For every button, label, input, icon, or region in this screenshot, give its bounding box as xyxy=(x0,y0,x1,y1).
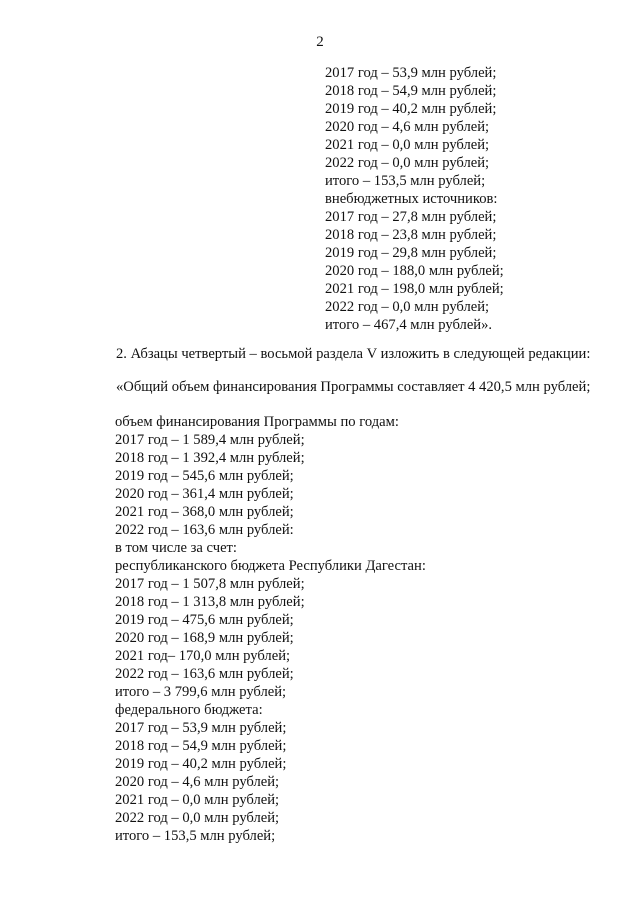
list-line: 2018 год – 1 313,8 млн рублей; xyxy=(115,594,305,610)
list-line: 2019 год – 545,6 млн рублей; xyxy=(115,468,294,484)
list-line: 2018 год – 1 392,4 млн рублей; xyxy=(115,450,305,466)
list-line: 2021 год – 0,0 млн рублей; xyxy=(325,137,490,153)
funding-list-continued xyxy=(325,64,504,334)
list-heading: республиканского бюджета Республики Дагестан: xyxy=(115,558,426,574)
list-line: 2019 год – 29,8 млн рублей; xyxy=(325,245,497,261)
funding-by-year-list xyxy=(115,413,426,845)
list-line: 2022 год – 0,0 млн рублей; xyxy=(325,299,490,315)
list-line: 2017 год – 1 507,8 млн рублей; xyxy=(115,576,305,592)
list-line: 2020 год – 188,0 млн рублей; xyxy=(325,263,504,279)
list-line: 2020 год – 168,9 млн рублей; xyxy=(115,630,294,646)
list-line: 2018 год – 54,9 млн рублей; xyxy=(325,83,497,99)
list-line: 2022 год – 0,0 млн рублей; xyxy=(325,155,490,171)
list-line: 2022 год – 0,0 млн рублей; xyxy=(115,810,280,826)
list-line: 2022 год – 163,6 млн рублей; xyxy=(115,666,294,682)
list-line: 2018 год – 23,8 млн рублей; xyxy=(325,227,497,243)
list-heading: в том числе за счет: xyxy=(115,540,237,556)
list-heading: внебюджетных источников: xyxy=(325,191,498,207)
list-line: 2020 год – 4,6 млн рублей; xyxy=(325,119,490,135)
list-heading: федерального бюджета: xyxy=(115,702,263,718)
total-funding-paragraph: «Общий объем финансирования Программы составляет 4 420,5 млн рублей; xyxy=(116,379,591,395)
list-line: 2021 год – 368,0 млн рублей; xyxy=(115,504,294,520)
list-line: 2017 год – 27,8 млн рублей; xyxy=(325,209,497,225)
list-line: итого – 153,5 млн рублей; xyxy=(115,828,276,844)
list-line: итого – 153,5 млн рублей; xyxy=(325,173,486,189)
list-line: 2017 год – 53,9 млн рублей; xyxy=(115,720,287,736)
list-heading: объем финансирования Программы по годам: xyxy=(115,414,399,430)
list-line: 2019 год – 40,2 млн рублей; xyxy=(115,756,287,772)
list-line: 2020 год – 361,4 млн рублей; xyxy=(115,486,294,502)
list-line: 2021 год– 170,0 млн рублей; xyxy=(115,648,291,664)
list-line: 2021 год – 198,0 млн рублей; xyxy=(325,281,504,297)
list-line: 2020 год – 4,6 млн рублей; xyxy=(115,774,280,790)
list-line: 2021 год – 0,0 млн рублей; xyxy=(115,792,280,808)
amendment-paragraph: 2. Абзацы четвертый – восьмой раздела V изложить в следующей редакции: xyxy=(116,346,591,362)
list-line: 2019 год – 475,6 млн рублей; xyxy=(115,612,294,628)
list-line: итого – 467,4 млн рублей». xyxy=(325,317,493,333)
list-line: 2018 год – 54,9 млн рублей; xyxy=(115,738,287,754)
page-number: 2 xyxy=(316,34,324,50)
list-line: 2022 год – 163,6 млн рублей: xyxy=(115,522,294,538)
list-line: 2019 год – 40,2 млн рублей; xyxy=(325,101,497,117)
list-line: итого – 3 799,6 млн рублей; xyxy=(115,684,287,700)
list-line: 2017 год – 53,9 млн рублей; xyxy=(325,65,497,81)
list-line: 2017 год – 1 589,4 млн рублей; xyxy=(115,432,305,448)
